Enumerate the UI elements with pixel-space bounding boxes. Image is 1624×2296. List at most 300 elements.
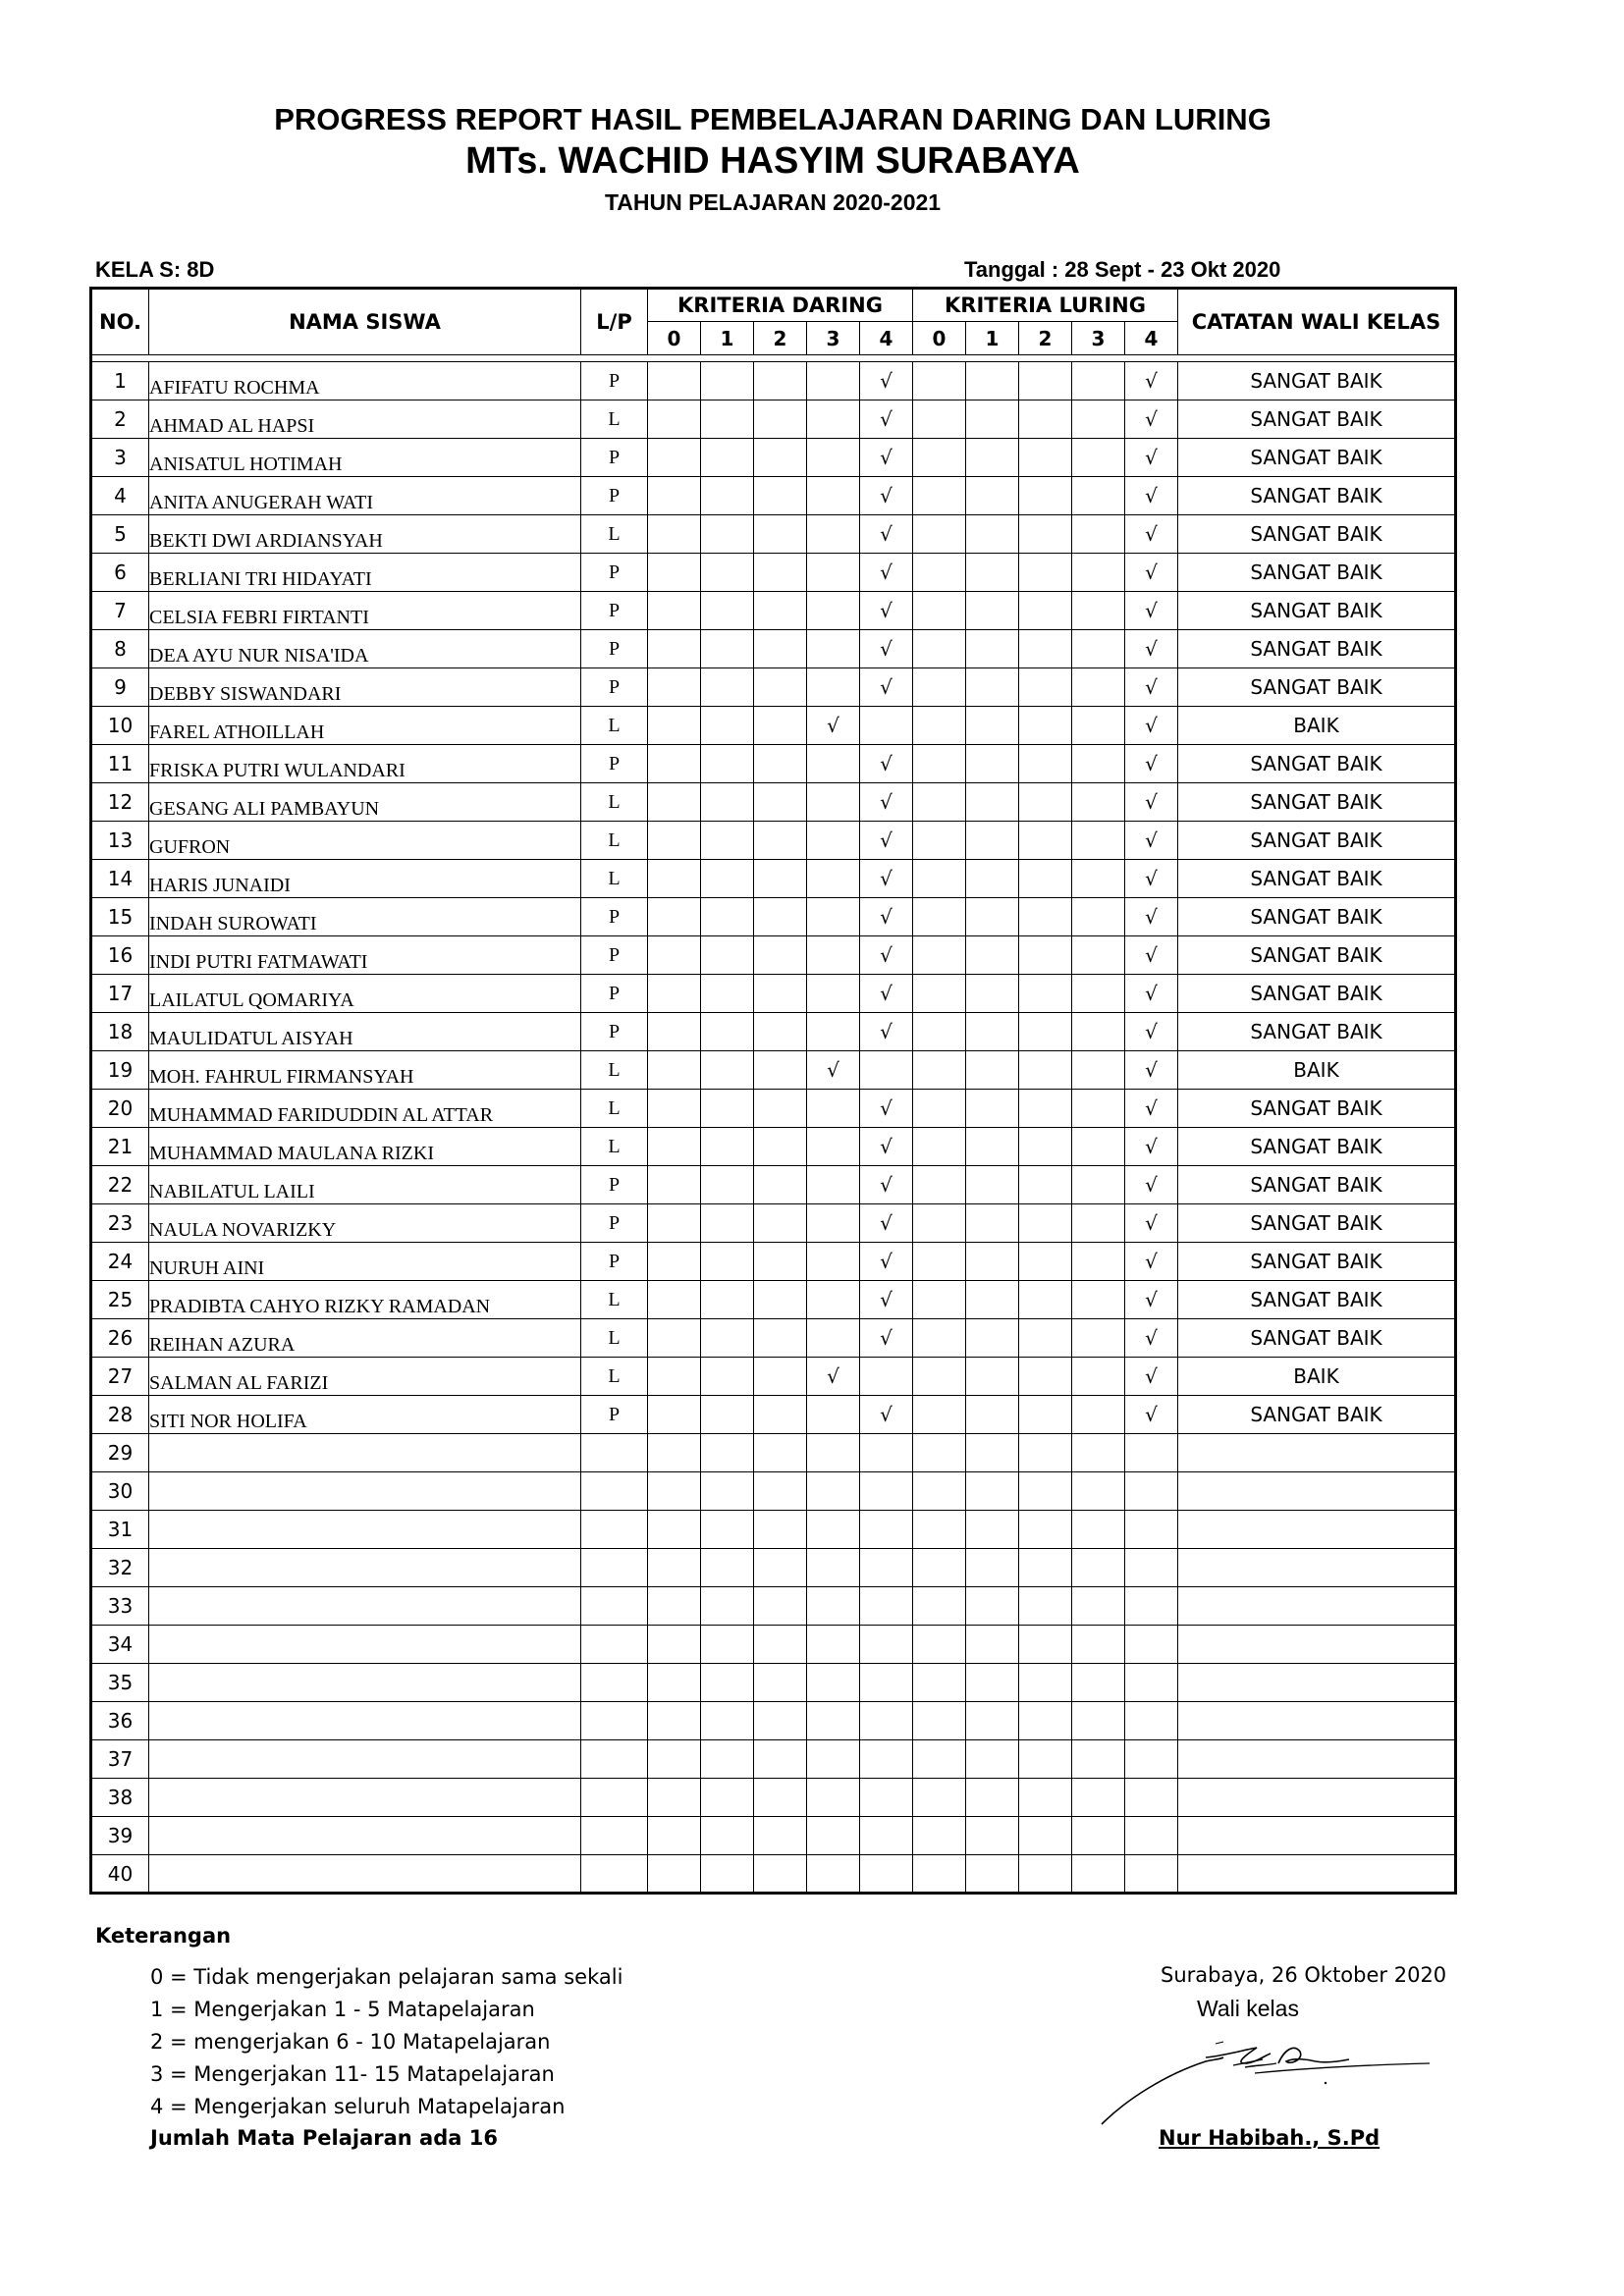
row-number: 24 <box>91 1243 149 1281</box>
col-header-daring: KRITERIA DARING <box>648 289 913 322</box>
daring-check-mark: √ <box>860 630 913 668</box>
luring-score-cell <box>1125 1587 1178 1626</box>
luring-score-cell <box>1019 1587 1072 1626</box>
luring-score-cell <box>966 1204 1019 1243</box>
date-range: Tanggal : 28 Sept - 23 Okt 2020 <box>964 257 1281 282</box>
luring-score-cell <box>1019 1664 1072 1702</box>
daring-score-cell <box>754 1204 807 1243</box>
legend-item: 2 = mengerjakan 6 - 10 Matapelajaran <box>150 2030 551 2054</box>
student-gender: P <box>581 1243 648 1281</box>
daring-score-cell <box>701 707 754 745</box>
daring-score-cell <box>807 630 860 668</box>
student-name <box>149 1511 581 1549</box>
catatan-wali: SANGAT BAIK <box>1178 477 1456 515</box>
daring-score-cell <box>807 1319 860 1358</box>
daring-score-cell <box>807 439 860 477</box>
luring-score-cell <box>1072 1204 1125 1243</box>
daring-score-cell <box>701 362 754 400</box>
catatan-wali: SANGAT BAIK <box>1178 362 1456 400</box>
daring-score-cell <box>701 592 754 630</box>
student-name <box>149 1434 581 1472</box>
row-number: 6 <box>91 554 149 592</box>
table-row <box>91 1587 1456 1626</box>
table-row <box>91 1051 1456 1090</box>
student-gender: P <box>581 975 648 1013</box>
luring-score-cell <box>913 1013 966 1051</box>
luring-score-cell <box>1019 400 1072 439</box>
luring-score-cell <box>913 936 966 975</box>
daring-score-cell <box>807 1166 860 1204</box>
row-number: 4 <box>91 477 149 515</box>
daring-score-cell <box>807 975 860 1013</box>
row-number: 30 <box>91 1472 149 1511</box>
col-header-catatan: CATATAN WALI KELAS <box>1178 289 1456 355</box>
daring-score-cell <box>807 592 860 630</box>
row-number: 28 <box>91 1396 149 1434</box>
student-gender: P <box>581 898 648 936</box>
daring-score-cell <box>648 630 701 668</box>
daring-check-mark: √ <box>860 1166 913 1204</box>
daring-score-cell <box>648 936 701 975</box>
catatan-wali <box>1178 1472 1456 1511</box>
daring-score-cell <box>754 1740 807 1779</box>
daring-score-cell <box>701 1358 754 1396</box>
student-name: AHMAD AL HAPSI <box>149 400 581 439</box>
daring-score-cell <box>701 668 754 707</box>
daring-score-header: 2 <box>754 322 807 355</box>
school-name: MTs. WACHID HASYIM SURABAYA <box>465 140 1080 182</box>
luring-check-mark: √ <box>1125 439 1178 477</box>
daring-score-cell <box>701 1434 754 1472</box>
catatan-wali: SANGAT BAIK <box>1178 1281 1456 1319</box>
luring-score-cell <box>1072 630 1125 668</box>
row-number: 2 <box>91 400 149 439</box>
row-number: 19 <box>91 1051 149 1090</box>
luring-score-cell <box>913 1051 966 1090</box>
table-row <box>91 1128 1456 1166</box>
daring-score-cell <box>648 1358 701 1396</box>
student-gender <box>581 1472 648 1511</box>
luring-score-cell <box>966 1779 1019 1817</box>
student-name: ANISATUL HOTIMAH <box>149 439 581 477</box>
student-gender: L <box>581 400 648 439</box>
luring-score-cell <box>913 898 966 936</box>
luring-score-cell <box>1019 1434 1072 1472</box>
daring-score-cell <box>807 515 860 554</box>
luring-score-cell <box>913 1281 966 1319</box>
student-gender <box>581 1740 648 1779</box>
student-gender: P <box>581 554 648 592</box>
luring-score-cell <box>913 1587 966 1626</box>
table-row <box>91 783 1456 822</box>
luring-score-cell <box>966 439 1019 477</box>
luring-score-cell <box>966 630 1019 668</box>
luring-score-cell <box>1072 400 1125 439</box>
student-name: REIHAN AZURA <box>149 1319 581 1358</box>
luring-score-cell <box>966 1013 1019 1051</box>
student-name: MOH. FAHRUL FIRMANSYAH <box>149 1051 581 1090</box>
student-gender <box>581 1434 648 1472</box>
luring-score-cell <box>1125 1664 1178 1702</box>
luring-score-cell <box>1072 975 1125 1013</box>
daring-score-cell <box>648 1779 701 1817</box>
luring-score-header: 1 <box>966 322 1019 355</box>
daring-score-cell <box>701 1472 754 1511</box>
wali-kelas-label: Wali kelas <box>1197 1996 1299 2021</box>
luring-check-mark: √ <box>1125 1128 1178 1166</box>
student-name <box>149 1664 581 1702</box>
daring-check-mark: √ <box>860 1090 913 1128</box>
daring-score-cell <box>701 1013 754 1051</box>
table-row <box>91 1664 1456 1702</box>
daring-score-cell <box>807 1128 860 1166</box>
daring-score-cell <box>648 1511 701 1549</box>
daring-score-cell <box>701 1549 754 1587</box>
daring-score-cell <box>754 1281 807 1319</box>
daring-score-cell <box>648 1702 701 1740</box>
student-name <box>149 1779 581 1817</box>
daring-score-cell <box>807 1855 860 1894</box>
daring-score-cell <box>701 1204 754 1243</box>
luring-score-cell <box>1019 668 1072 707</box>
luring-score-cell <box>1072 1702 1125 1740</box>
student-gender <box>581 1817 648 1855</box>
luring-score-cell <box>1072 1319 1125 1358</box>
row-number: 29 <box>91 1434 149 1472</box>
luring-score-cell <box>1072 1740 1125 1779</box>
place-date: Surabaya, 26 Oktober 2020 <box>1161 1963 1447 1987</box>
student-gender: P <box>581 1013 648 1051</box>
luring-score-cell <box>1125 1702 1178 1740</box>
luring-score-header: 4 <box>1125 322 1178 355</box>
daring-score-cell <box>648 822 701 860</box>
daring-score-cell <box>701 630 754 668</box>
row-number: 21 <box>91 1128 149 1166</box>
luring-score-cell <box>966 783 1019 822</box>
daring-score-cell <box>807 1511 860 1549</box>
daring-score-cell <box>754 1013 807 1051</box>
daring-score-cell <box>860 1702 913 1740</box>
daring-score-cell <box>701 936 754 975</box>
student-name: AFIFATU ROCHMA <box>149 362 581 400</box>
student-name: PRADIBTA CAHYO RIZKY RAMADAN <box>149 1281 581 1319</box>
luring-score-cell <box>966 860 1019 898</box>
daring-score-header: 0 <box>648 322 701 355</box>
daring-score-cell <box>648 707 701 745</box>
student-gender: P <box>581 668 648 707</box>
catatan-wali <box>1178 1626 1456 1664</box>
student-name <box>149 1817 581 1855</box>
daring-score-cell <box>648 1740 701 1779</box>
row-number: 22 <box>91 1166 149 1204</box>
daring-score-cell <box>807 783 860 822</box>
luring-score-cell <box>1019 1549 1072 1587</box>
luring-score-cell <box>1019 1779 1072 1817</box>
luring-score-cell <box>1019 1243 1072 1281</box>
student-gender <box>581 1664 648 1702</box>
daring-score-cell <box>807 400 860 439</box>
student-name: NAULA NOVARIZKY <box>149 1204 581 1243</box>
student-gender: P <box>581 477 648 515</box>
student-name <box>149 1549 581 1587</box>
luring-score-cell <box>1072 822 1125 860</box>
luring-score-cell <box>1072 1128 1125 1166</box>
catatan-wali: SANGAT BAIK <box>1178 668 1456 707</box>
table-row <box>91 1243 1456 1281</box>
student-gender: P <box>581 630 648 668</box>
luring-score-cell <box>1019 860 1072 898</box>
luring-score-cell <box>1072 1013 1125 1051</box>
table-row <box>91 1090 1456 1128</box>
daring-score-cell <box>754 783 807 822</box>
table-row <box>91 515 1456 554</box>
student-name <box>149 1855 581 1894</box>
daring-score-cell <box>701 554 754 592</box>
daring-score-cell <box>701 400 754 439</box>
luring-score-cell <box>1019 362 1072 400</box>
luring-score-cell <box>1019 1166 1072 1204</box>
daring-check-mark: √ <box>860 1204 913 1243</box>
luring-score-cell <box>1125 1511 1178 1549</box>
catatan-wali: SANGAT BAIK <box>1178 898 1456 936</box>
luring-check-mark: √ <box>1125 554 1178 592</box>
luring-score-cell <box>1019 1511 1072 1549</box>
luring-score-cell <box>1072 1358 1125 1396</box>
catatan-wali: SANGAT BAIK <box>1178 860 1456 898</box>
daring-score-cell <box>807 554 860 592</box>
student-gender: P <box>581 1166 648 1204</box>
daring-check-mark: √ <box>860 975 913 1013</box>
table-row <box>91 630 1456 668</box>
daring-score-cell <box>754 1855 807 1894</box>
row-number: 1 <box>91 362 149 400</box>
table-row <box>91 822 1456 860</box>
daring-score-cell <box>807 1549 860 1587</box>
luring-score-cell <box>1019 1281 1072 1319</box>
luring-score-cell <box>966 1051 1019 1090</box>
daring-check-mark: √ <box>807 1358 860 1396</box>
luring-score-cell <box>1019 975 1072 1013</box>
luring-score-cell <box>966 1281 1019 1319</box>
luring-score-cell <box>966 1128 1019 1166</box>
luring-score-cell <box>1125 1779 1178 1817</box>
daring-score-cell <box>701 1090 754 1128</box>
luring-score-cell <box>1072 362 1125 400</box>
luring-score-cell <box>1019 554 1072 592</box>
legend-total: Jumlah Mata Pelajaran ada 16 <box>150 2126 498 2150</box>
daring-score-cell <box>754 1779 807 1817</box>
row-number: 13 <box>91 822 149 860</box>
daring-score-cell <box>860 1511 913 1549</box>
table-row <box>91 1434 1456 1472</box>
student-name: DEBBY SISWANDARI <box>149 668 581 707</box>
daring-score-cell <box>648 439 701 477</box>
luring-score-cell <box>913 1817 966 1855</box>
student-name: NABILATUL LAILI <box>149 1166 581 1204</box>
daring-score-cell <box>754 1472 807 1511</box>
row-number: 39 <box>91 1817 149 1855</box>
luring-check-mark: √ <box>1125 783 1178 822</box>
catatan-wali <box>1178 1511 1456 1549</box>
luring-check-mark: √ <box>1125 745 1178 783</box>
catatan-wali: SANGAT BAIK <box>1178 745 1456 783</box>
table-row <box>91 592 1456 630</box>
daring-score-cell <box>648 898 701 936</box>
luring-check-mark: √ <box>1125 362 1178 400</box>
luring-score-cell <box>913 1090 966 1128</box>
catatan-wali: BAIK <box>1178 1051 1456 1090</box>
luring-score-cell <box>966 1511 1019 1549</box>
luring-score-cell <box>966 515 1019 554</box>
row-number: 7 <box>91 592 149 630</box>
daring-score-cell <box>754 362 807 400</box>
row-number: 33 <box>91 1587 149 1626</box>
daring-check-mark: √ <box>860 668 913 707</box>
daring-check-mark: √ <box>860 515 913 554</box>
luring-check-mark: √ <box>1125 707 1178 745</box>
luring-check-mark: √ <box>1125 668 1178 707</box>
table-row <box>91 1396 1456 1434</box>
row-number: 25 <box>91 1281 149 1319</box>
luring-score-cell <box>966 975 1019 1013</box>
daring-score-cell <box>807 668 860 707</box>
daring-score-cell <box>648 1319 701 1358</box>
luring-score-cell <box>1072 707 1125 745</box>
catatan-wali: SANGAT BAIK <box>1178 592 1456 630</box>
daring-score-cell <box>648 1090 701 1128</box>
daring-check-mark: √ <box>807 707 860 745</box>
daring-score-cell <box>648 1434 701 1472</box>
luring-score-cell <box>913 630 966 668</box>
luring-score-cell <box>1072 898 1125 936</box>
luring-score-cell <box>913 1740 966 1779</box>
daring-check-mark: √ <box>860 822 913 860</box>
daring-score-cell <box>860 1817 913 1855</box>
daring-score-cell <box>701 515 754 554</box>
table-row <box>91 1740 1456 1779</box>
daring-score-cell <box>648 975 701 1013</box>
student-name: ANITA ANUGERAH WATI <box>149 477 581 515</box>
luring-check-mark: √ <box>1125 898 1178 936</box>
luring-score-cell <box>913 477 966 515</box>
row-number: 26 <box>91 1319 149 1358</box>
student-gender <box>581 1626 648 1664</box>
daring-score-cell <box>754 745 807 783</box>
luring-score-cell <box>913 1626 966 1664</box>
catatan-wali: SANGAT BAIK <box>1178 515 1456 554</box>
table-row <box>91 860 1456 898</box>
daring-score-cell <box>701 1128 754 1166</box>
student-name: BERLIANI TRI HIDAYATI <box>149 554 581 592</box>
luring-score-cell <box>1019 898 1072 936</box>
luring-score-header: 2 <box>1019 322 1072 355</box>
catatan-wali: SANGAT BAIK <box>1178 1166 1456 1204</box>
luring-score-cell <box>913 1319 966 1358</box>
luring-score-cell <box>1019 783 1072 822</box>
daring-score-cell <box>754 477 807 515</box>
catatan-wali: SANGAT BAIK <box>1178 554 1456 592</box>
luring-score-cell <box>913 1128 966 1166</box>
daring-score-cell <box>754 1051 807 1090</box>
student-gender: L <box>581 1281 648 1319</box>
daring-score-cell <box>701 1281 754 1319</box>
luring-score-cell <box>1072 1587 1125 1626</box>
daring-score-cell <box>701 1817 754 1855</box>
daring-score-cell <box>807 1281 860 1319</box>
luring-score-cell <box>913 1779 966 1817</box>
daring-score-cell <box>754 630 807 668</box>
luring-score-cell <box>1125 1549 1178 1587</box>
daring-score-cell <box>701 860 754 898</box>
catatan-wali: BAIK <box>1178 707 1456 745</box>
table-row <box>91 936 1456 975</box>
luring-score-cell <box>966 745 1019 783</box>
luring-score-cell <box>966 477 1019 515</box>
daring-score-cell <box>754 975 807 1013</box>
student-gender <box>581 1702 648 1740</box>
row-number: 3 <box>91 439 149 477</box>
table-row <box>91 745 1456 783</box>
luring-score-cell <box>1072 1090 1125 1128</box>
daring-score-cell <box>701 1319 754 1358</box>
luring-score-cell <box>913 745 966 783</box>
daring-score-cell <box>754 1702 807 1740</box>
luring-score-cell <box>1019 1013 1072 1051</box>
luring-score-cell <box>1019 1204 1072 1243</box>
daring-score-cell <box>807 1434 860 1472</box>
luring-score-cell <box>913 1434 966 1472</box>
luring-check-mark: √ <box>1125 860 1178 898</box>
catatan-wali <box>1178 1587 1456 1626</box>
daring-check-mark: √ <box>860 439 913 477</box>
daring-score-cell <box>648 515 701 554</box>
daring-score-cell <box>648 1051 701 1090</box>
table-row <box>91 362 1456 400</box>
luring-score-cell <box>1125 1626 1178 1664</box>
row-number: 27 <box>91 1358 149 1396</box>
daring-score-cell <box>648 1817 701 1855</box>
daring-score-cell <box>754 1243 807 1281</box>
student-name: MAULIDATUL AISYAH <box>149 1013 581 1051</box>
luring-score-cell <box>1019 592 1072 630</box>
luring-check-mark: √ <box>1125 1013 1178 1051</box>
luring-score-cell <box>966 1817 1019 1855</box>
table-row <box>91 1855 1456 1894</box>
luring-score-cell <box>1019 515 1072 554</box>
daring-score-cell <box>807 1817 860 1855</box>
catatan-wali: BAIK <box>1178 1358 1456 1396</box>
daring-score-header: 3 <box>807 322 860 355</box>
luring-score-cell <box>913 515 966 554</box>
luring-score-cell <box>1072 477 1125 515</box>
luring-check-mark: √ <box>1125 630 1178 668</box>
luring-score-cell <box>1019 1319 1072 1358</box>
daring-score-cell <box>807 936 860 975</box>
daring-score-cell <box>807 1702 860 1740</box>
daring-score-cell <box>860 1855 913 1894</box>
luring-score-cell <box>1019 1090 1072 1128</box>
daring-score-cell <box>754 1817 807 1855</box>
header-separator <box>91 355 1456 362</box>
daring-score-cell <box>860 1434 913 1472</box>
daring-score-cell <box>860 1587 913 1626</box>
student-name: BEKTI DWI ARDIANSYAH <box>149 515 581 554</box>
daring-score-cell <box>860 1779 913 1817</box>
luring-score-cell <box>913 592 966 630</box>
student-name <box>149 1587 581 1626</box>
luring-check-mark: √ <box>1125 1243 1178 1281</box>
daring-score-cell <box>648 668 701 707</box>
